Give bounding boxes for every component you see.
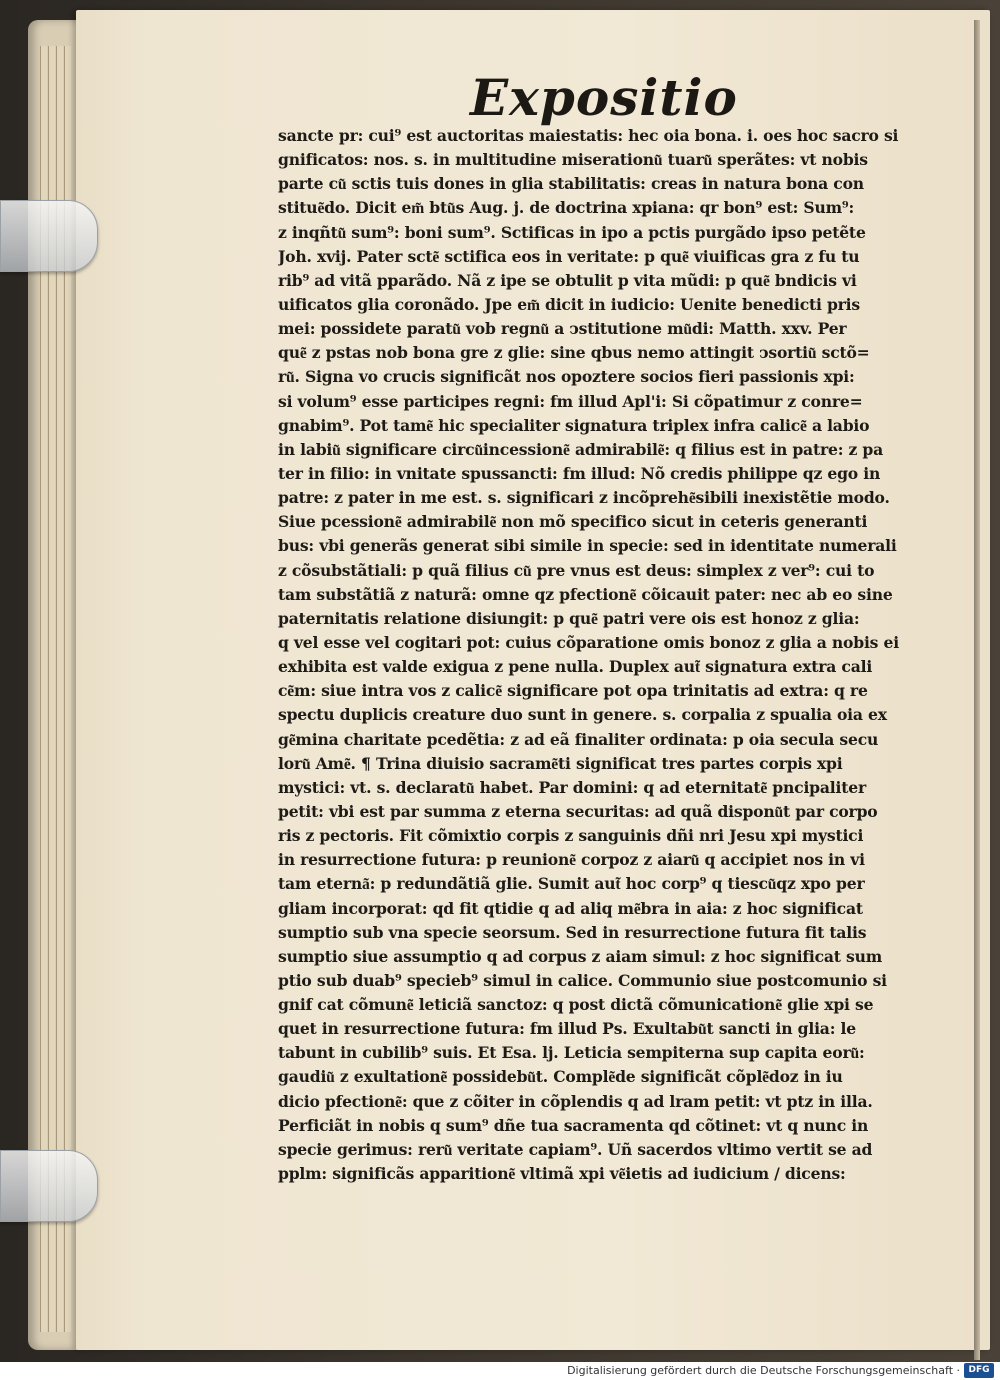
text-line: Joh. xvij. Pater scte͂ sctifica eos in veritate: p que͂ viuificas gra z fu tu bbox=[278, 246, 860, 266]
text-line: uificatos glia coronãdo. Jpe em͂ dicit in iudicio: Uenite benedicti pris bbox=[278, 294, 860, 314]
text-line: exhibita est valde exigua z pene nulla. Duplex aut͂ signatura extra cali bbox=[278, 657, 873, 677]
text-line: si volum⁹ esse participes regni: fm illud Apl'i: Si cõpatimur z conre= bbox=[278, 391, 863, 411]
text-line: loru͂ Ame͂. ¶ Trina diuisio sacrame͂ti significat tres partes corpis xpi bbox=[278, 753, 843, 773]
text-line: Perficiãt in nobis q sum⁹ dñe tua sacramenta qd cõtinet: vt q nunc in bbox=[278, 1115, 869, 1135]
text-line: gliam incorporat: qd fit qtidie q ad aliq me͂bra in aia: z hoc significat bbox=[278, 898, 863, 918]
text-line: z cõsubstãtiali: p quã filius cu͂ pre vnus est deus: simplex z ver⁹: cui to bbox=[278, 560, 875, 580]
footer-bar bbox=[0, 1362, 1000, 1380]
page-heading: Expositio bbox=[470, 68, 738, 127]
text-line: stitue͂do. Dicit em͂ btu͂s Aug. j. de doctrina xpiana: qr bon⁹ est: Sum⁹: bbox=[278, 198, 855, 218]
text-line: specie gerimus: reru͂ veritate capiam⁹. Uñ sacerdos vltimo vertit se ad bbox=[278, 1139, 873, 1159]
text-line: patre: z pater in me est. s. significari z incõprehe͂sibili inexistẽtie modo. bbox=[278, 488, 890, 508]
dfg-logo[interactable]: DFG bbox=[964, 1363, 994, 1378]
text-line: sumptio sub vna specie seorsum. Sed in resurrectione futura fit talis bbox=[278, 922, 867, 942]
text-line: sancte pr: cui⁹ est auctoritas maiestatis: hec oia bona. i. oes hoc sacro si bbox=[278, 126, 899, 145]
page-right-edge bbox=[974, 20, 980, 1360]
text-line: quet in resurrectione futura: fm illud Ps. Exultabu͂t sancti in glia: le bbox=[278, 1019, 856, 1039]
text-line: tabunt in cubilib⁹ suis. Et Esa. lj. Leticia sempiterna sup capita eoru͂: bbox=[278, 1043, 865, 1063]
text-block bbox=[278, 124, 918, 1186]
text-line: ru͂. Signa vo crucis significãt nos opoztere socios fieri passionis xpi: bbox=[278, 367, 855, 387]
text-line: dicio pfectione͂: que z cõiter in cõplendis q ad lram petit: vt ptz in illa. bbox=[278, 1091, 873, 1111]
text-line: spectu duplicis creature duo sunt in genere. s. corpalia z spualia oia ex bbox=[278, 705, 887, 725]
text-line: petit: vbi est par summa z eterna securitas: ad quã disponu͂t par corpo bbox=[278, 801, 878, 821]
text-line: in labiu͂ significare circu͂incessione͂ admirabile͂: q filius est in patre: z pa bbox=[278, 439, 883, 459]
text-line: rib⁹ ad vitã pparãdo. Nã z ipe se obtulit p vita mũdi: p que͂ bndicis vi bbox=[278, 270, 857, 290]
text-line: ptio sub duab⁹ specieb⁹ simul in calice. Communio siue postcomunio si bbox=[278, 970, 887, 990]
text-line: ter in filio: in vnitate spussancti: fm illud: Nõ credis philippe qz ego in bbox=[278, 463, 881, 483]
text-line: ge͂mina charitate pcedẽtia: z ad eã finaliter ordinata: p oia secula secu bbox=[278, 729, 879, 749]
text-line: pplm: significãs apparitione͂ vltimã xpi ve͂ietis ad iudicium / dicens: bbox=[278, 1164, 846, 1184]
text-line: gnabim⁹. Pot tame͂ hic specialiter signatura triplex infra calice͂ a labio bbox=[278, 415, 870, 435]
text-line: in resurrectione futura: p reunione͂ corpoz z aiaru͂ q accipiet nos in vi bbox=[278, 850, 865, 870]
text-line: mei: possidete paratu͂ vob regnu͂ a ↄstitutione mu͂di: Matth. xxv. Per bbox=[278, 319, 847, 339]
text-line: ce͂m: siue intra vos z calice͂ significare pot opa trinitatis ad extra: q re bbox=[278, 681, 868, 701]
text-line: ris z pectoris. Fit cõmixtio corpis z sanguinis dñi nri Jesu xpi mystici bbox=[278, 826, 864, 846]
text-line: z inqñtu͂ sum⁹: boni sum⁹. Sctificas in ipo a pctis purgãdo ipso petẽte bbox=[278, 222, 866, 242]
text-line: sumptio siue assumptio q ad corpus z aiam simul: z hoc significat sum bbox=[278, 946, 883, 966]
text-line: gaudiu͂ z exultatione͂ possidebu͂t. Comple͂de significãt cõple͂doz in iu bbox=[278, 1067, 843, 1087]
text-line: gnificatos: nos. s. in multitudine miserationu͂ tuaru͂ sperãtes: vt nobis bbox=[278, 150, 868, 170]
text-line: mystici: vt. s. declaratu͂ habet. Par domini: q ad eternitate͂ pncipaliter bbox=[278, 777, 866, 797]
text-line: Siue pcessione͂ admirabile͂ non mõ specifico sicut in ceteris generanti bbox=[278, 512, 868, 532]
footer-credit: Digitalisierung gefördert durch die Deutsche Forschungsgemeinschaft · bbox=[567, 1364, 960, 1377]
text-line: que͂ z pstas nob bona gre z glie: sine qbus nemo attingit ↄsortiu͂ sctõ= bbox=[278, 343, 870, 363]
text-line: tam substãtiã z naturã: omne qz pfectione͂ cõicauit pater: nec ab eo sine bbox=[278, 584, 893, 604]
text-line: gnif cat cõmune͂ leticiã sanctoz: q post dictã cõmunicatione͂ glie xpi se bbox=[278, 995, 874, 1015]
text-line: paternitatis relatione disiungit: p que͂ patri vere ois est honoz z glia: bbox=[278, 608, 860, 628]
page-clip-top bbox=[0, 200, 98, 272]
text-line: tam eterna͂: p redundãtiã glie. Sumit aut͂ hoc corp⁹ q tiescu͂qz xpo per bbox=[278, 874, 865, 894]
text-line: q vel esse vel cogitari pot: cuius cõparatione omis bonoz z glia a nobis ei bbox=[278, 632, 899, 652]
text-line: bus: vbi generãs generat sibi simile in specie: sed in identitate numerali bbox=[278, 536, 897, 556]
page-clip-bottom bbox=[0, 1150, 98, 1222]
text-line: parte cu͂ sctis tuis dones in glia stabilitatis: creas in natura bona con bbox=[278, 174, 864, 194]
